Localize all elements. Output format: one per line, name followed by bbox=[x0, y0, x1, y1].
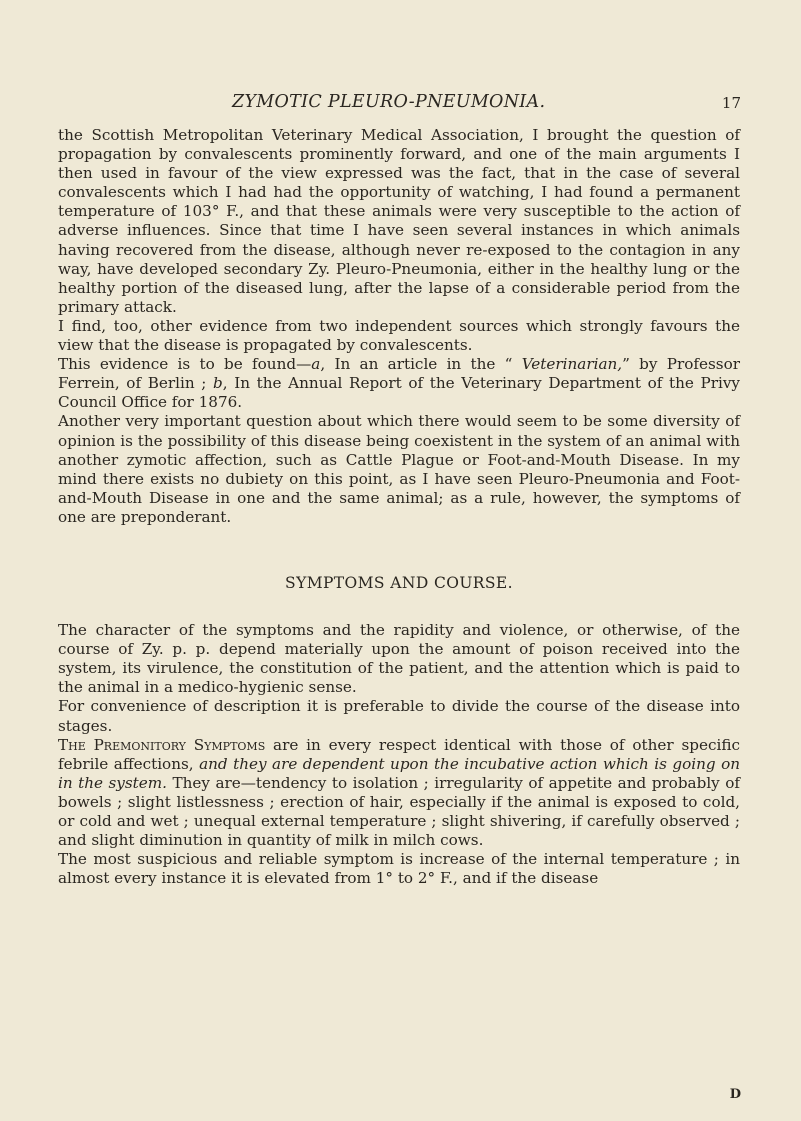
paragraph-3-text: , In an article in the “ bbox=[320, 355, 522, 374]
paragraph-5: The character of the symptoms and the rapidity and violence, or otherwise, of the course of Zy. p. p. depend materially upon the amount of poison received into the system, its virulence, the constitution of the patient, and the attention which is paid to the animal in a medico-hygienic sense. bbox=[58, 621, 740, 697]
signature-mark: D bbox=[729, 1087, 741, 1102]
page-header bbox=[0, 92, 801, 114]
paragraph-1: the Scottish Metropolitan Veterinary Medical Association, I brought the question of propagation by convalescents prominently forward, and one of the main arguments I then used in favour of the view expressed was the fact, that in the case of several convalescents which I had had the opportunity of watching, I had found a permanent temperature of 103° F., and that these animals were very susceptible to the action of adverse influences. Since that time I have seen several instances in which animals having recovered from the disease, although never re-exposed to the contagion in any way, have developed secondary Zy. Pleuro-Pneumonia, either in the healthy lung or the healthy portion of the diseased lung, after the lapse of a considerable period from the primary attack. bbox=[58, 126, 740, 316]
paragraph-7-text: They are—tendency to isolation ; irregularity of appetite and probably of bowels ; slight listlessness ; erection of hair, especially if the animal is exposed to cold, or cold and wet ; unequal external temperature ; slight shivering, if carefully observed ; and slight diminution in quantity of milk in milch cows. bbox=[58, 773, 741, 850]
section-heading: SYMPTOMS AND COURSE. bbox=[285, 573, 513, 592]
paragraph-6: For convenience of description it is preferable to divide the course of the disease into stages. bbox=[58, 697, 740, 735]
paragraph-3-text: This evidence is to be found— bbox=[58, 355, 312, 374]
list-marker-b: b bbox=[213, 374, 223, 393]
page-number: 17 bbox=[721, 94, 741, 112]
list-marker-a: a bbox=[311, 355, 321, 374]
journal-title: Veterinarian, bbox=[521, 355, 623, 374]
paragraph-2: I find, too, other evidence from two independent sources which strongly favours the view that the disease is propagated by convalescents. bbox=[58, 316, 740, 355]
premonitory-symptoms-term: The Premonitory Symptoms bbox=[58, 735, 266, 754]
paragraph-7-text: are in every respect identical with those of other specific febrile affections, bbox=[58, 735, 740, 773]
paragraph-7-emphasis: and they are dependent upon the incubative action which is going on in the system. bbox=[58, 754, 741, 792]
body-text bbox=[58, 126, 740, 888]
running-title: ZYMOTIC PLEURO-PNEUMONIA. bbox=[232, 92, 546, 112]
paragraph-8: The most suspicious and reliable symptom is increase of the internal temperature ; in almost every instance it is elevated from 1° to 2° F., and if the disease bbox=[58, 850, 740, 888]
paragraph-7 bbox=[58, 736, 740, 851]
paragraph-3-text: , In the Annual Report of the Veterinary Department of the Privy Council Office for 1876. bbox=[58, 374, 740, 412]
paragraph-4: Another very important question about which there would seem to be some diversity of opinion is the possibility of this disease being coexistent in the system of an animal with another zymotic affection, such as Cattle Plague or Foot-and-Mouth Disease. In my mind there exists no dubiety on this point, as I have seen Pleuro-Pneumonia and Foot-and-Mouth Disease in one and the same animal; as a rule, however, the symptoms of one are preponderant. bbox=[58, 412, 740, 526]
paragraph-3 bbox=[58, 355, 740, 412]
paragraph-3-text: ” by Professor Ferrein, of Berlin ; bbox=[58, 355, 740, 393]
